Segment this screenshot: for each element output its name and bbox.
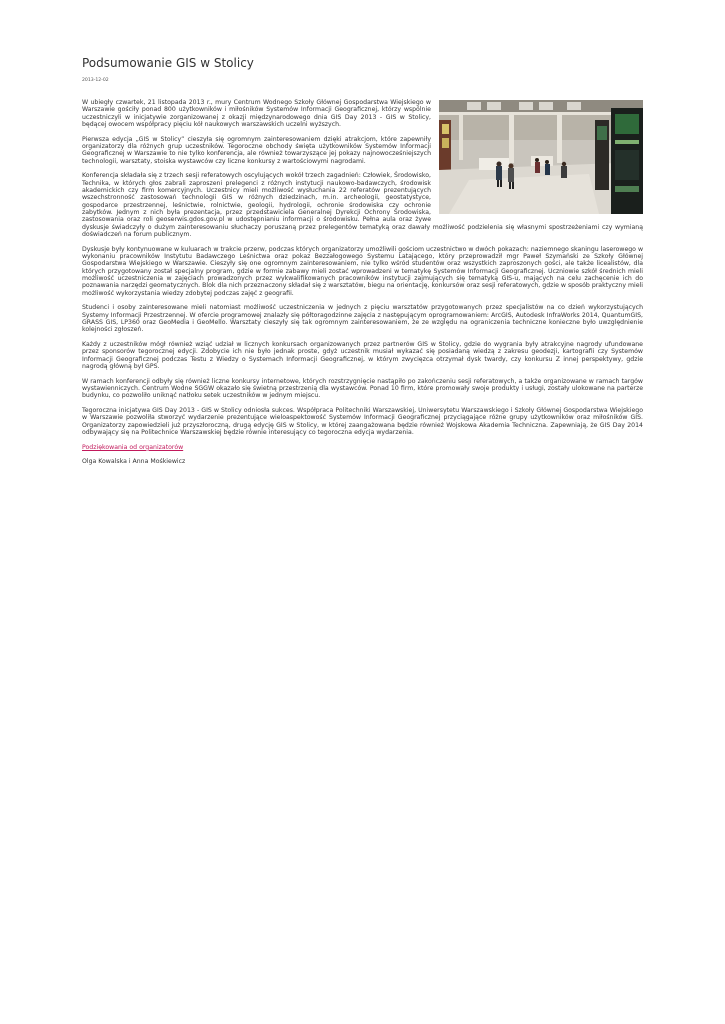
paragraph: W ramach konferencji odbyły się również liczne konkursy internetowe, których rozstrzygnięcie nastąpiło po zakończeniu sesji referatowych, a także organizowane w ramach targów wystawienniczych. Centrum Wodne SGGW okazało się świetną przestrzenią dla wystawców. Ponad 10 firm, które promowały swoje produkty i usługi, zostały ulokowane na parterze budynku, co pozwoliło uniknąć natłoku setek uczestników w jednym miejscu.: [82, 377, 643, 400]
paragraph: Dyskusje były kontynuowane w kuluarach w trakcie przerw, podczas których organizatorzy umożliwili gościom uczestnictwo w dwóch pokazach: naziemnego skaningu laserowego w wykonaniu pracowników Instytutu Badawczego Leśnictwa oraz pokaz Bezzałogowego Systemu Latającego, który przeprowadził mgr Paweł Szymański ze Szkoły Głównej Gospodarstwa Wiejskiego w Warszawie. Cieszyły się one ogromnym zainteresowaniem, nie tylko wśród studentów oraz wszystkich zaproszonych gości, ale także licealistów, dla których przygotowany został specjalny program, gdzie w formie zabawy mieli zostać wprowadzeni w tematykę Systemów Informacji Geograficznej. Uczniowie szkół średnich mieli możliwość uczestniczenia w zajęciach prowadzonych przez wykwalifikowanych pracowników instytucji zajmujących się tematyką GIS-u, mających na celu zachęcenie ich do poznawania narzędzi geomatycznych. Blok dla nich przeznaczony składał się z warsztatów, biegu na orientację, konkursów oraz sesji referatowych, gdzie w sposób praktyczny mieli możliwość wykorzystania wiedzy zdobytej podczas zajęć z geografii.: [82, 245, 643, 297]
paragraph: Tegoroczna inicjatywa GIS Day 2013 - GIS w Stolicy odniosła sukces. Współpraca Politechniki Warszawskiej, Uniwersytetu Warszawskiego i Szkoły Głównej Gospodarstwa Wiejskiego w Warszawie pozwoliła stworzyć wydarzenie prezentujące wieloaspektowość Systemów Informacji Geograficznej przyciągające różne grupy użytkowników oraz miłośników GIS. Organizatorzy zapowiedzieli już przyszłoroczną, drugą edycję GIS w Stolicy, w której zaangażowana będzie również Wojskowa Akademia Techniczna. Zapewniają, że GIS Day 2014 odbywający się na Politechnice Warszawskiej będzie równie interesujący co tegoroczna edycja wydarzenia.: [82, 407, 643, 437]
page-title: Podsumowanie GIS w Stolicy: [82, 56, 254, 70]
publish-date: 2013-12-02: [82, 78, 109, 83]
authors: Olga Kowalska i Anna Mośkiewicz: [82, 458, 186, 466]
thanks-link[interactable]: Podziękowania od organizatorów: [82, 443, 184, 451]
paragraph: Każdy z uczestników mógł również wziąć udział w licznych konkursach organizowanych przez partnerów GIS w Stolicy, gdzie do wygrania były atrakcyjne nagrody ufundowane przez sponsorów tegorocznej edycji. Zdobycie ich nie było jednak proste, gdyż uczestnik musiał wykazać się posiadaną wiedzą z zakresu geodezji, kartografii czy Systemów Informacji Geograficznej podczas Testu z Wiedzy o Systemach Informacji Geograficznej, w którym zwycięzca otrzymał dysk twardy, czy konkursu Z innej perspektywy, gdzie nagrodą główną był GPS.: [82, 341, 643, 371]
article: [82, 54, 643, 473]
paragraph: Studenci i osoby zainteresowane mieli natomiast możliwość uczestniczenia w jednych z pięciu warsztatów przygotowanych przez specjalistów na co dzień wykorzystujących Systemy Informacji Przestrzennej. W ofercie programowej znalazły się półtoragodzinne zajęcia z następującym oprogramowaniem: ArcGIS, Autodesk InfraWorks 2014, QuantumGIS, GRASS GIS, LP360 oraz GeoMedia i GeoMello. Warsztaty cieszyły się tak ogromnym zainteresowaniem, że ze względu na ograniczenia techniczne konieczne było uwzględnienie kolejności zgłoszeń.: [82, 304, 643, 334]
article-photo: [439, 100, 643, 214]
article-body: [82, 99, 643, 466]
thanks-paragraph: [82, 444, 643, 451]
paragraph: W ubiegły czwartek, 21 listopada 2013 r., mury Centrum Wodnego Szkoły Głównej Gospodarstwa Wiejskiego w Warszawie gościły ponad 800 użytkowników i miłośników Systemów Informacji Geograficznej, którzy wspólnie uczestniczyli w inicjatywie zorganizowanej z okazji międzynarodowego dnia GIS Day 2013 - GIS w Stolicy, będącej owocem współpracy pięciu kół naukowych warszawskich uczelni wyższych.: [82, 99, 431, 129]
paragraph: Pierwsza edycja „GIS w Stolicy” cieszyła się ogromnym zainteresowaniem dzięki atrakcjom, które zapewniły organizatorzy dla różnych grup uczestników. Tegoroczne obchody święta użytkowników Systemów Informacji Geograficznej w Warszawie to nie tylko konferencja, ale również towarzyszące jej pokazy najnowocześniejszych technologii, warsztaty, stoiska wystawców czy liczne konkursy z wartościowymi nagrodami.: [82, 135, 431, 165]
paragraph: Konferencja składała się z trzech sesji referatowych oscylujących wokół trzech zagadnień: Człowiek, Środowisko, Technika, w których głos zabrali zaproszeni prelegenci z różnych instytucji naukowo-badawczych, środowisk akademickich czy firm komercyjnych. Uczestnicy mieli możliwość wysłuchania 22 referatów prezentujących wszechstronność zastosowań technologii GIS w różnych dziedzinach, m.in. archeologii, geostatystyce, gospodarce przestrzennej, leśnictwie, rolnictwie, geologii, hydrologii, ochronie środowiska czy ochronie zabytków. Jednym z nich była prezentacja, przez przedstawiciela Generalnej Dyrekcji Ochrony Środowiska, zastosowania oraz roli geoserwis.gdos.gov.pl w udostępnianiu informacji o środowisku. Pełna aula oraz żywe dyskusje świadczyły o dużym zainteresowaniu słuchaczy poruszaną przez prelegentów tematyką oraz dawały możliwość podzielenia się własnymi spostrzeżeniami czy wymianą doświadczeń na forum publicznym.: [82, 172, 643, 239]
